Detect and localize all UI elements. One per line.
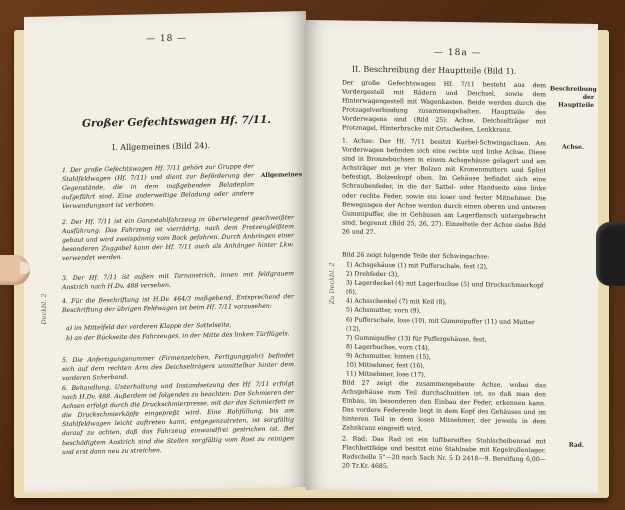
paragraph: 4. Für die Beschriftung ist H.Dv. 464/3 maßgebend. Entsprechend der Beschriftung der übrigen Feldwagen ist beim Hf. 7/11 vorzusehen: xyxy=(62,293,294,315)
page-clip xyxy=(596,222,625,286)
list-item: 2) Drehfeder (3), xyxy=(346,270,400,279)
paragraph: 3. Der Hf. 7/11 ist außen mit Tarnanstrich, innen mit feldgrauem Anstrich nach H.Dv. 488 versehen. xyxy=(62,270,294,292)
page-title: Großer Gefechtswagen Hf. 7/11. xyxy=(82,113,271,130)
side-note: Beschreibung der Hauptteile xyxy=(550,85,597,109)
section-heading: II. Beschreibung der Hauptteile (Bild 1). xyxy=(352,64,517,76)
side-note: Allgemeines xyxy=(260,171,302,179)
item-list xyxy=(346,261,546,382)
list-intro: Bild 26 zeigt folgende Teile der Schwingachse: xyxy=(342,251,490,261)
side-note: Achse. xyxy=(562,143,584,151)
right-page xyxy=(306,20,598,494)
margin-note: Zu Deckbl. 2 xyxy=(328,262,336,305)
list-item: b) an der Rückseite des Fahrzeuges, in der Mitte des linken Türflügels. xyxy=(66,330,290,343)
section-heading: I. Allgemeines (Bild 24). xyxy=(112,141,211,153)
list-item: 9) Achsmutter, hinten (15), xyxy=(346,352,431,361)
paragraph: Bild 27 zeigt die zusammengebaute Achse, wobei das Achsgehäuse zum Teil durchschnitten ist, so daß man den Einbau, im besonderen den Einbau der Feder, erkennen kann. Das vordere Federende liegt in dem Kopf des Gehäuses und im hinteren Teil in dem losen Mitnehmer, der jeweils in dem Zahnkranz eingreift wird. xyxy=(342,379,546,434)
paragraph: 2. Rad: Das Rad ist ein luftbereiftes Stahlscheibenrad mit Flachbettfelge und besitzt eine Stahlnabe mit Kegelrollenlager. Radschelle 5"—20 nach Sach Nr. 5 D 2418—9. Bereifung 6,00—20 Tr.Kr. 4685. xyxy=(342,435,546,471)
paragraph: 6. Behandlung, Unterhaltung und Instandsetzung des Hf. 7/11 erfolgt nach H.Dv. 488. Außerdem ist folgendes zu beachten: Das Schmieren der Achsen erfolgt durch die Druckschmierpresse, mit der das Schmierfett in die Druckschmierköpfe eingepreßt wird. Eine Rohfüllung, bis am Stahlfeldwagen leicht auftreten kann, entgegenzutreten, ist sorgfältig darauf zu achten, daß das Fahrzeug einwandfrei gestrichen ist. Bei beschädigtem Anstrich sind die Stellen sorgfältig vom Rost zu reinigen und erst dann neu zu streichen. xyxy=(62,380,294,456)
list-item: 7) Gummipuffer (13) für Puffergehäuse, fest, xyxy=(346,334,487,344)
page-number: — 18a — xyxy=(434,47,482,59)
list-item: a) im Mittelfeld der vorderen Klappe der Sattelseite, xyxy=(66,321,232,333)
list-item: 10) Mitnehmer, fest (16), xyxy=(346,361,425,370)
list-item: 11) Mitnehmer, lose (17). xyxy=(346,370,426,379)
list-item: 1) Achsgehäuse (1) mit Pufferschale, fest (2), xyxy=(346,261,488,271)
list-item: 6) Pufferschale, lose (10), mit Gummipuffer (11) und Mutter (12), xyxy=(346,316,535,333)
paragraph: 2. Der Hf. 7/11 ist ein Ganzstahlfahrzeug in überwiegend geschweißter Ausführung. Das Fahrzeug ist vierrädrig, nach dem Protzengleißtem gebaut und wird zweispännig vom Bock gefahren. Durch Anbringen einer besonderen Zuggabel kann der Hf. 7/11 auch als Anhänger hinter Lkw. verwendet werden. xyxy=(62,214,294,263)
paragraph: Der große Gefechtswagen Hf. 7/11 besteht aus dem Vordergestell mit Rädern und Deichsel, sowie dem Hinterwagengestell mit Wagenkasten. Beide werden durch die Protzagelverbindung zusammengehalten. Hauptteile des Vorderwagens sind (Bild 25): Achse, Deichselträger mit Protznagel, Hinterbracke mit Ortscheiten, Lenkkranz. xyxy=(342,79,546,135)
page-number: — 18 — xyxy=(146,33,188,45)
list-item: 4) Achsschenkel (7) mit Keil (8), xyxy=(346,297,447,307)
list-item: 3) Lagerdeckel (4) mit Lagerbuchse (5) und Druckschmierkopf (6), xyxy=(346,279,544,296)
paragraph: 1. Achse: Der Hf. 7/11 besitzt Kurbel-Schwingachsen. Am Vorderwagen befinden sich eine rechte und linke Achse. Diese sind in Bronzebuchsen in einem Achsgehäuse gelagert und am Achsträger mit je vier Bolzen mit Kronenmuttern und Splint befestigt, Bolzenkopf oben. Im Gehäuse befindet sich eine Schraubenfeder, in die der Sattel- oder Handseite eine linke oder rechte Feder, sowie ein loser und fester Mitnehmer. Die Bewegungen der Achse werden durch einen oberen und unteren Gummipuffer, die in Gehäusen am Lagerflansch untergebracht sind, begrenzt (Bild 25, 26, 27). Einzelteile der Achse siehe Bild 26 und 27. xyxy=(342,137,546,236)
side-note: Rad. xyxy=(568,441,584,449)
list-item: 5) Achsmutter, vorn (9), xyxy=(346,306,421,316)
paragraph: 1. Der große Gefechtswagen Hf. 7/11 gehört zur Gruppe der Stahlfeldwagen (Hf. 7/11) und dient zur Beförderung der Gegenstände, die in dem maßgebenden Beladeplan aufgeführt sind. Eine anderweitige Beladung oder andere Verwendungsart ist verboten. xyxy=(62,163,254,211)
paragraph: 5. Die Anfertigungsnummer (Firmenzeichen, Fertigungsjahr) befindet sich auf dem rechten Arm des Deichselträgers unmittelbar hinter dem vorderen Scherband. xyxy=(62,352,294,383)
list-item: 8) Lagerbuchse, vorn (14), xyxy=(346,343,430,352)
margin-note: Deckbl. 2 xyxy=(40,293,48,325)
left-page xyxy=(24,11,306,493)
